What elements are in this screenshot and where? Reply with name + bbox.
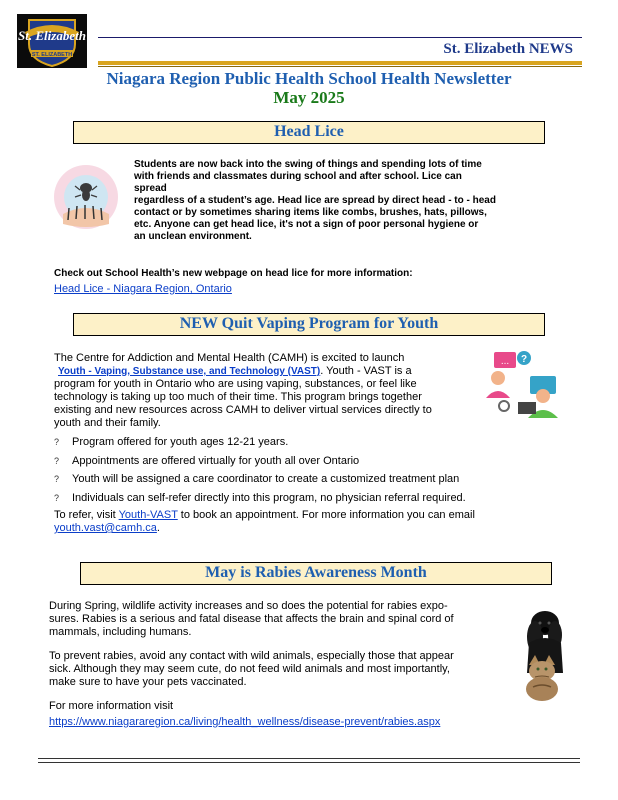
text-line: make sure to have your pets vaccinated. bbox=[49, 676, 247, 688]
text-line: existing and new resources across CAMH to deliver virtual services directly to bbox=[54, 404, 432, 416]
logo-script-text: St. Elizabeth bbox=[18, 28, 86, 43]
head-lice-icon bbox=[53, 164, 119, 230]
text-line: During Spring, wildlife activity increases and so does the potential for rabies expo- bbox=[49, 600, 448, 612]
svg-text:...: ... bbox=[500, 356, 510, 367]
bullet-text: Appointments are offered virtually for youth all over Ontario bbox=[72, 455, 360, 467]
text-line: The Centre for Addiction and Mental Health (CAMH) is excited to launch bbox=[54, 352, 405, 364]
bullet-marker: ? bbox=[54, 456, 60, 466]
list-item bbox=[54, 473, 554, 486]
text-span: . Youth - VAST is a bbox=[320, 365, 412, 377]
text-line: sures. Rabies is a serious and fatal disease that affects the brain and spinal cord of bbox=[49, 613, 454, 625]
bullet-text: Individuals can self-refer directly into this program, no physician referral required. bbox=[72, 492, 466, 504]
header-gold-rule bbox=[98, 61, 582, 65]
dog-and-cat-photo bbox=[515, 603, 567, 701]
text-line: mammals, including humans. bbox=[49, 626, 192, 638]
head-lice-checkout-text: Check out School Health’s new webpage on head lice for more information: bbox=[54, 268, 413, 279]
text-span: To refer, visit bbox=[54, 509, 119, 521]
text-line: etc. Anyone can get head lice, it's not a sign of poor personal hygiene or bbox=[134, 219, 479, 230]
vaping-intro bbox=[54, 352, 484, 430]
bullet-text: Youth will be assigned a care coordinator to create a customized treatment plan bbox=[72, 473, 460, 485]
text-line: regardless of a student’s age. Head lice are spread by direct head - to - head bbox=[134, 195, 496, 206]
head-lice-heading: Head Lice bbox=[73, 121, 545, 144]
list-item bbox=[54, 492, 554, 505]
rabies-heading: May is Rabies Awareness Month bbox=[80, 562, 552, 585]
head-lice-link[interactable]: Head Lice - Niagara Region, Ontario bbox=[54, 283, 232, 295]
footer-rule-bottom bbox=[38, 762, 580, 763]
bullet-marker: ? bbox=[54, 493, 60, 503]
svg-text:?: ? bbox=[520, 354, 528, 365]
logo-banner-text: ST. ELIZABETH bbox=[31, 52, 73, 58]
vaping-refer-text bbox=[54, 509, 554, 522]
text-line: spread bbox=[134, 183, 167, 194]
text-span: . bbox=[156, 522, 160, 534]
text-line: youth and their family. bbox=[54, 417, 161, 429]
school-crest-logo bbox=[17, 14, 87, 68]
quit-vaping-heading: NEW Quit Vaping Program for Youth bbox=[73, 313, 545, 336]
rabies-more-info: For more information visit bbox=[49, 700, 174, 712]
head-lice-paragraph bbox=[134, 159, 564, 243]
text-line: sick. Although they may seem cute, do not feed wild animals and most importantly, bbox=[49, 663, 450, 675]
text-line: an unclean environment. bbox=[134, 231, 252, 242]
header-rule-top bbox=[98, 37, 582, 38]
rabies-info-link[interactable]: https://www.niagararegion.ca/living/health_wellness/disease-prevent/rabies.aspx bbox=[49, 716, 441, 728]
bullet-text: Program offered for youth ages 12-21 years. bbox=[72, 436, 289, 448]
list-item bbox=[54, 455, 554, 468]
header-rule-bottom bbox=[98, 66, 582, 67]
camh-email-link[interactable]: youth.vast@camh.ca bbox=[54, 522, 157, 534]
youth-vast-link[interactable]: Youth-VAST bbox=[118, 509, 178, 521]
text-line: technology is taking up too much of their time. This program brings together bbox=[54, 391, 422, 403]
vaping-email-line bbox=[54, 522, 160, 535]
rabies-paragraph-1 bbox=[49, 600, 519, 639]
bullet-marker: ? bbox=[54, 474, 60, 484]
text-line: Students are now back into the swing of things and spending lots of time bbox=[134, 159, 482, 170]
text-line: with friends and classmates during school and after school. Lice can bbox=[134, 171, 462, 182]
youth-vast-program-link[interactable]: Youth - Vaping, Substance use, and Technology (VAST) bbox=[58, 366, 321, 377]
text-line: To prevent rabies, avoid any contact with wild animals, especially those that appear bbox=[49, 650, 454, 662]
masthead-title: St. Elizabeth NEWS bbox=[443, 41, 573, 57]
text-line: program for youth in Ontario who are using vaping, substances, or feel like bbox=[54, 378, 417, 390]
bullet-marker: ? bbox=[54, 437, 60, 447]
text-line: contact or by sometimes sharing items like combs, brushes, hats, pillows, bbox=[134, 207, 487, 218]
list-item bbox=[54, 436, 554, 449]
newsletter-date: May 2025 bbox=[273, 88, 345, 107]
newsletter-title: Niagara Region Public Health School Health Newsletter bbox=[106, 69, 512, 88]
rabies-paragraph-2 bbox=[49, 650, 519, 689]
text-span: to book an appointment. For more information you can email bbox=[177, 509, 475, 521]
online-counselling-illustration bbox=[480, 348, 562, 420]
footer-rule-top bbox=[38, 758, 580, 759]
